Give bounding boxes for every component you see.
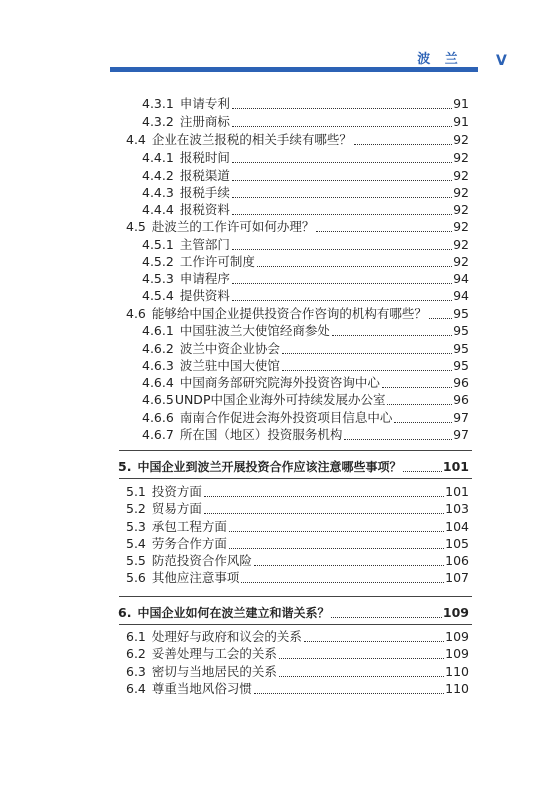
toc-entry-6-1[interactable]: [126, 628, 469, 645]
toc-leader: [232, 105, 452, 109]
toc-page: 92: [453, 237, 469, 252]
toc-title: 提供资料: [179, 288, 230, 303]
toc-number: 4.6.6: [142, 410, 174, 425]
toc-number: 6.2: [126, 646, 146, 661]
toc-chapter-6[interactable]: [118, 604, 469, 621]
toc-page: 107: [445, 570, 469, 585]
section-divider: [119, 596, 472, 597]
toc-page: 109: [445, 646, 469, 661]
toc-title: 赴波兰的工作许可如何办理？: [151, 219, 315, 234]
toc-number: 5.: [118, 459, 132, 474]
toc-number: 4.6.3: [142, 358, 174, 373]
toc-entry-5-4[interactable]: [126, 535, 469, 552]
toc-page: 92: [453, 168, 469, 183]
toc-entry-6-2[interactable]: [126, 645, 469, 662]
toc-page: 95: [453, 341, 469, 356]
toc-leader: [387, 401, 452, 405]
toc-entry-4-3-1[interactable]: [142, 95, 469, 112]
toc-title: 劳务合作方面: [151, 536, 227, 551]
toc-number: 4.4.1: [142, 150, 174, 165]
toc-leader: [254, 562, 444, 566]
toc-entry-4-5-1[interactable]: [142, 236, 469, 253]
toc-title: 工作许可制度: [179, 254, 255, 269]
toc-title: 处理好与政府和议会的关系: [151, 629, 302, 644]
toc-entry-4-4-3[interactable]: [142, 184, 469, 201]
toc-page: 101: [442, 459, 469, 474]
toc-title: 投资方面: [151, 484, 202, 499]
toc-title: 申请程序: [179, 271, 230, 286]
toc-title: 报税资料: [179, 202, 230, 217]
toc-title: 承包工程方面: [151, 519, 227, 534]
toc-leader: [229, 528, 444, 532]
toc-number: 4.6.5: [142, 392, 174, 407]
toc-leader: [232, 211, 452, 215]
toc-leader: [331, 614, 441, 618]
toc-leader: [232, 177, 452, 181]
toc-leader: [332, 332, 452, 336]
section-divider: [119, 478, 472, 479]
toc-entry-5-1[interactable]: [126, 483, 469, 500]
toc-page: 104: [445, 519, 469, 534]
toc-number: 4.4.2: [142, 168, 174, 183]
toc-title: 其他应注意事项: [151, 570, 240, 585]
toc-title: 波兰中资企业协会: [179, 341, 280, 356]
toc-title: 防范投资合作风险: [151, 553, 252, 568]
toc-entry-4-5-3[interactable]: [142, 270, 469, 287]
toc-title: 贸易方面: [151, 501, 202, 516]
toc-page: 92: [453, 185, 469, 200]
toc-number: 5.4: [126, 536, 146, 551]
toc-entry-5-5[interactable]: [126, 552, 469, 569]
toc-number: 4.5.2: [142, 254, 174, 269]
toc-leader: [382, 384, 452, 388]
toc-page: 110: [445, 664, 469, 679]
toc-leader: [204, 493, 444, 497]
toc-entry-4-6[interactable]: [126, 305, 469, 322]
toc-number: 4.6: [126, 306, 146, 321]
toc-leader: [344, 436, 452, 440]
toc-leader: [232, 246, 452, 250]
toc-number: 5.2: [126, 501, 146, 516]
toc-leader: [254, 690, 444, 694]
toc-entry-4-5-4[interactable]: [142, 287, 469, 304]
toc-entry-4-6-5[interactable]: [142, 391, 469, 408]
toc-page: 97: [453, 410, 469, 425]
toc-number: 4.5: [126, 219, 146, 234]
toc-title: 中国商务部研究院海外投资咨询中心: [179, 375, 380, 390]
toc-page: 110: [445, 681, 469, 696]
toc-entry-4-4-4[interactable]: [142, 201, 469, 218]
toc-title: 波兰驻中国大使馆: [179, 358, 280, 373]
toc-page: 94: [453, 271, 469, 286]
toc-leader: [282, 350, 452, 354]
running-header-title: 波 兰: [417, 52, 463, 67]
toc-leader: [241, 579, 444, 583]
toc-title: 报税手续: [179, 185, 230, 200]
toc-number: 4.4.3: [142, 185, 174, 200]
toc-title: 企业在波兰报税的相关手续有哪些？: [151, 132, 352, 147]
section-divider: [119, 624, 472, 625]
toc-entry-5-6[interactable]: [126, 569, 469, 586]
toc-entry-5-3[interactable]: [126, 518, 469, 535]
page-number: V: [496, 53, 507, 69]
toc-entry-6-3[interactable]: [126, 663, 469, 680]
toc-page: 109: [442, 605, 469, 620]
toc-title: UNDP中国企业海外可持续发展办公室: [174, 392, 386, 407]
toc-number: 5.5: [126, 553, 146, 568]
toc-number: 4.6.1: [142, 323, 174, 338]
toc-title: 注册商标: [179, 114, 230, 129]
toc-title: 报税渠道: [179, 168, 230, 183]
header-rule: [110, 67, 478, 72]
toc-title: 主管部门: [179, 237, 230, 252]
toc-page: 92: [453, 202, 469, 217]
toc-entry-4-4[interactable]: [126, 131, 469, 148]
toc-leader: [232, 123, 452, 127]
toc-title: 尊重当地风俗习惯: [151, 681, 252, 696]
toc-entry-4-4-1[interactable]: [142, 149, 469, 166]
toc-page: 92: [453, 150, 469, 165]
toc-number: 4.6.4: [142, 375, 174, 390]
toc-number: 5.1: [126, 484, 146, 499]
toc-title: 妥善处理与工会的关系: [151, 646, 277, 661]
toc-title: 密切与当地居民的关系: [151, 664, 277, 679]
toc-leader: [232, 297, 452, 301]
toc-page: 96: [453, 392, 469, 407]
toc-page: 92: [453, 254, 469, 269]
toc-entry-4-5[interactable]: [126, 218, 469, 235]
toc-entry-4-6-6[interactable]: [142, 409, 469, 426]
toc-leader: [257, 263, 452, 267]
toc-page: 94: [453, 288, 469, 303]
toc-entry-6-4[interactable]: [126, 680, 469, 697]
toc-page: 97: [453, 427, 469, 442]
toc-number: 6.4: [126, 681, 146, 696]
toc-page: 106: [445, 553, 469, 568]
toc-leader: [204, 510, 444, 514]
toc-title: 中国企业如何在波兰建立和谐关系？: [137, 606, 330, 620]
toc-title: 所在国（地区）投资服务机构: [179, 427, 343, 442]
toc-leader: [316, 228, 452, 232]
toc-leader: [403, 468, 441, 472]
toc-number: 4.3.1: [142, 96, 174, 111]
toc-page: 95: [453, 323, 469, 338]
toc-title: 报税时间: [179, 150, 230, 165]
toc-number: 4.6.2: [142, 341, 174, 356]
toc-number: 4.5.4: [142, 288, 174, 303]
toc-title: 能够给中国企业提供投资合作咨询的机构有哪些？: [151, 306, 427, 321]
toc-number: 4.4.4: [142, 202, 174, 217]
toc-leader: [232, 194, 452, 198]
toc-chapter-5[interactable]: [118, 458, 469, 475]
toc-title: 中国驻波兰大使馆经商参处: [179, 323, 330, 338]
toc-title: 中国企业到波兰开展投资合作应该注意哪些事项？: [137, 460, 402, 474]
toc-page: 92: [453, 132, 469, 147]
toc-title: 申请专利: [179, 96, 230, 111]
toc-number: 5.6: [126, 570, 146, 585]
toc-entry-4-4-2[interactable]: [142, 167, 469, 184]
toc-page: 95: [453, 306, 469, 321]
toc-entry-4-6-3[interactable]: [142, 357, 469, 374]
toc-entry-4-6-7[interactable]: [142, 426, 469, 443]
toc-leader: [429, 315, 452, 319]
toc-title: 南南合作促进会海外投资项目信息中心: [179, 410, 393, 425]
toc-leader: [304, 638, 444, 642]
toc-page: 109: [445, 629, 469, 644]
toc-number: 5.3: [126, 519, 146, 534]
toc-entry-4-6-1[interactable]: [142, 322, 469, 339]
toc-number: 4.5.1: [142, 237, 174, 252]
toc-leader: [279, 655, 444, 659]
toc-leader: [232, 159, 452, 163]
toc-number: 6.: [118, 605, 132, 620]
toc-number: 4.3.2: [142, 114, 174, 129]
toc-page: 91: [453, 96, 469, 111]
toc-number: 4.5.3: [142, 271, 174, 286]
toc-entry-5-2[interactable]: [126, 500, 469, 517]
section-divider: [119, 450, 472, 451]
toc-entry-4-3-2[interactable]: [142, 113, 469, 130]
toc-entry-4-5-2[interactable]: [142, 253, 469, 270]
toc-page: 91: [453, 114, 469, 129]
toc-page: 96: [453, 375, 469, 390]
toc-leader: [279, 673, 444, 677]
toc-page: 95: [453, 358, 469, 373]
toc-number: 6.3: [126, 664, 146, 679]
toc-leader: [394, 419, 452, 423]
toc-page: 105: [445, 536, 469, 551]
toc-entry-4-6-2[interactable]: [142, 340, 469, 357]
toc-entry-4-6-4[interactable]: [142, 374, 469, 391]
toc-page: 101: [445, 484, 469, 499]
toc-number: 4.6.7: [142, 427, 174, 442]
toc-page: 92: [453, 219, 469, 234]
toc-leader: [354, 141, 452, 145]
toc-leader: [229, 545, 444, 549]
toc-page: 103: [445, 501, 469, 516]
toc-number: 4.4: [126, 132, 146, 147]
toc-leader: [282, 367, 452, 371]
toc-number: 6.1: [126, 629, 146, 644]
toc-leader: [232, 280, 452, 284]
